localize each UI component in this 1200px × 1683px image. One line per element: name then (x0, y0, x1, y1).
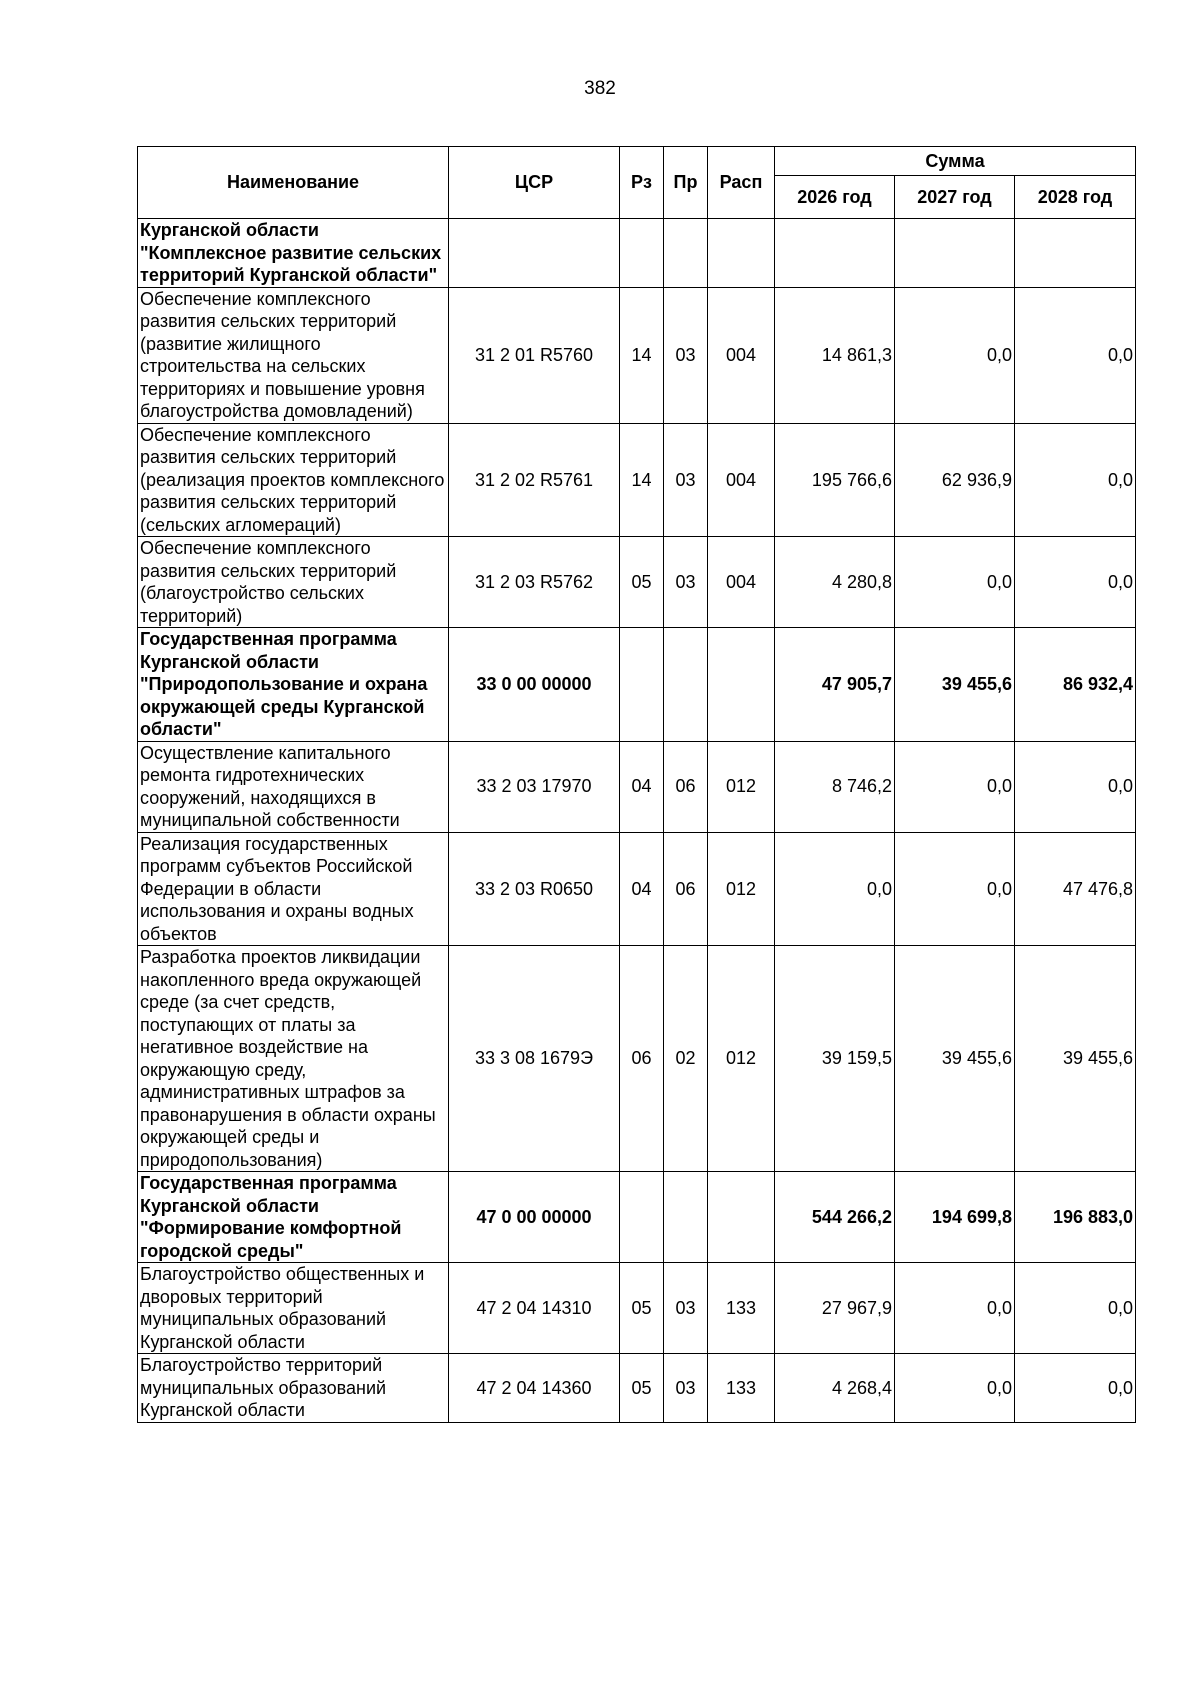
header-rz: Рз (620, 147, 664, 219)
cell-pr (664, 628, 708, 742)
cell-2027: 62 936,9 (895, 423, 1015, 537)
cell-2027: 0,0 (895, 537, 1015, 628)
cell-pr: 03 (664, 287, 708, 423)
table-row (138, 423, 1136, 537)
cell-2027 (895, 219, 1015, 288)
cell-rasp: 012 (708, 832, 775, 946)
cell-2028: 0,0 (1015, 1263, 1136, 1354)
cell-pr: 06 (664, 741, 708, 832)
cell-2026: 27 967,9 (775, 1263, 895, 1354)
cell-csr: 31 2 01 R5760 (449, 287, 620, 423)
table-body (138, 219, 1136, 1423)
cell-2027: 0,0 (895, 741, 1015, 832)
cell-2028: 0,0 (1015, 287, 1136, 423)
cell-2028: 86 932,4 (1015, 628, 1136, 742)
cell-rz (620, 628, 664, 742)
header-name: Наименование (138, 147, 449, 219)
cell-2028: 196 883,0 (1015, 1172, 1136, 1263)
cell-name: Государственная программа Курганской области "Природопользование и охрана окружающей среды Курганской области" (138, 628, 449, 742)
cell-rz (620, 219, 664, 288)
header-csr: ЦСР (449, 147, 620, 219)
table-row (138, 628, 1136, 742)
cell-rasp (708, 1172, 775, 1263)
budget-table (137, 146, 1136, 1423)
header-pr: Пр (664, 147, 708, 219)
cell-csr (449, 219, 620, 288)
cell-csr: 47 0 00 00000 (449, 1172, 620, 1263)
cell-2027: 0,0 (895, 832, 1015, 946)
cell-rasp: 133 (708, 1354, 775, 1423)
cell-pr (664, 219, 708, 288)
cell-csr: 33 3 08 1679Э (449, 946, 620, 1172)
cell-pr: 02 (664, 946, 708, 1172)
table-row (138, 1172, 1136, 1263)
cell-2026: 39 159,5 (775, 946, 895, 1172)
header-rasp: Расп (708, 147, 775, 219)
cell-pr: 03 (664, 1263, 708, 1354)
cell-rz: 05 (620, 1263, 664, 1354)
table-row (138, 741, 1136, 832)
table-row (138, 1263, 1136, 1354)
cell-pr: 03 (664, 537, 708, 628)
table-row (138, 537, 1136, 628)
cell-2026: 8 746,2 (775, 741, 895, 832)
cell-rz: 05 (620, 537, 664, 628)
cell-2026: 195 766,6 (775, 423, 895, 537)
cell-name: Осуществление капитального ремонта гидротехнических сооружений, находящихся в муниципальной собственности (138, 741, 449, 832)
cell-2026: 14 861,3 (775, 287, 895, 423)
cell-rz: 06 (620, 946, 664, 1172)
cell-rz: 04 (620, 832, 664, 946)
cell-csr: 33 0 00 00000 (449, 628, 620, 742)
table-row (138, 946, 1136, 1172)
cell-name: Разработка проектов ликвидации накопленного вреда окружающей среде (за счет средств, поступающих от платы за негативное воздействие на окружающую среду, административных штрафов за правонарушения в области охраны окружающей среды и природопользования) (138, 946, 449, 1172)
cell-2026: 544 266,2 (775, 1172, 895, 1263)
cell-2028: 0,0 (1015, 1354, 1136, 1423)
cell-name: Благоустройство территорий муниципальных образований Курганской области (138, 1354, 449, 1423)
cell-2026: 4 268,4 (775, 1354, 895, 1423)
header-year-2028: 2028 год (1015, 176, 1136, 219)
cell-name: Благоустройство общественных и дворовых территорий муниципальных образований Курганской области (138, 1263, 449, 1354)
cell-csr: 31 2 03 R5762 (449, 537, 620, 628)
cell-csr: 47 2 04 14310 (449, 1263, 620, 1354)
cell-2027: 39 455,6 (895, 628, 1015, 742)
cell-rz: 05 (620, 1354, 664, 1423)
cell-name: Обеспечение комплексного развития сельских территорий (благоустройство сельских территорий) (138, 537, 449, 628)
cell-2027: 0,0 (895, 1354, 1015, 1423)
header-year-2026: 2026 год (775, 176, 895, 219)
cell-rasp: 012 (708, 946, 775, 1172)
cell-name: Реализация государственных программ субъектов Российской Федерации в области использования и охраны водных объектов (138, 832, 449, 946)
cell-rasp (708, 219, 775, 288)
cell-2027: 0,0 (895, 287, 1015, 423)
header-row (138, 147, 1136, 176)
cell-csr: 33 2 03 R0650 (449, 832, 620, 946)
cell-rz: 04 (620, 741, 664, 832)
header-year-2027: 2027 год (895, 176, 1015, 219)
cell-pr (664, 1172, 708, 1263)
header-sum: Сумма (775, 147, 1136, 176)
cell-2028: 0,0 (1015, 537, 1136, 628)
cell-2026 (775, 219, 895, 288)
cell-name: Курганской области "Комплексное развитие сельских территорий Курганской области" (138, 219, 449, 288)
cell-name: Государственная программа Курганской области "Формирование комфортной городской среды" (138, 1172, 449, 1263)
table-row (138, 219, 1136, 288)
cell-csr: 47 2 04 14360 (449, 1354, 620, 1423)
cell-rasp: 012 (708, 741, 775, 832)
cell-2027: 194 699,8 (895, 1172, 1015, 1263)
cell-rz: 14 (620, 287, 664, 423)
cell-2026: 47 905,7 (775, 628, 895, 742)
cell-rasp: 133 (708, 1263, 775, 1354)
cell-rasp: 004 (708, 287, 775, 423)
cell-rz: 14 (620, 423, 664, 537)
cell-rz (620, 1172, 664, 1263)
cell-csr: 31 2 02 R5761 (449, 423, 620, 537)
table-row (138, 1354, 1136, 1423)
cell-name: Обеспечение комплексного развития сельских территорий (развитие жилищного строительства на сельских территориях и повышение уровня благоустройства домовладений) (138, 287, 449, 423)
page-number: 382 (584, 78, 616, 99)
cell-rasp: 004 (708, 423, 775, 537)
cell-rasp (708, 628, 775, 742)
cell-name: Обеспечение комплексного развития сельских территорий (реализация проектов комплексного развития сельских территорий (сельских агломераций) (138, 423, 449, 537)
cell-2026: 0,0 (775, 832, 895, 946)
cell-2028: 0,0 (1015, 423, 1136, 537)
cell-2028: 47 476,8 (1015, 832, 1136, 946)
cell-pr: 03 (664, 1354, 708, 1423)
cell-rasp: 004 (708, 537, 775, 628)
cell-2028: 0,0 (1015, 741, 1136, 832)
cell-csr: 33 2 03 17970 (449, 741, 620, 832)
cell-2028 (1015, 219, 1136, 288)
table-row (138, 287, 1136, 423)
cell-2026: 4 280,8 (775, 537, 895, 628)
cell-pr: 03 (664, 423, 708, 537)
table-row (138, 832, 1136, 946)
cell-2027: 39 455,6 (895, 946, 1015, 1172)
cell-2028: 39 455,6 (1015, 946, 1136, 1172)
cell-pr: 06 (664, 832, 708, 946)
cell-2027: 0,0 (895, 1263, 1015, 1354)
